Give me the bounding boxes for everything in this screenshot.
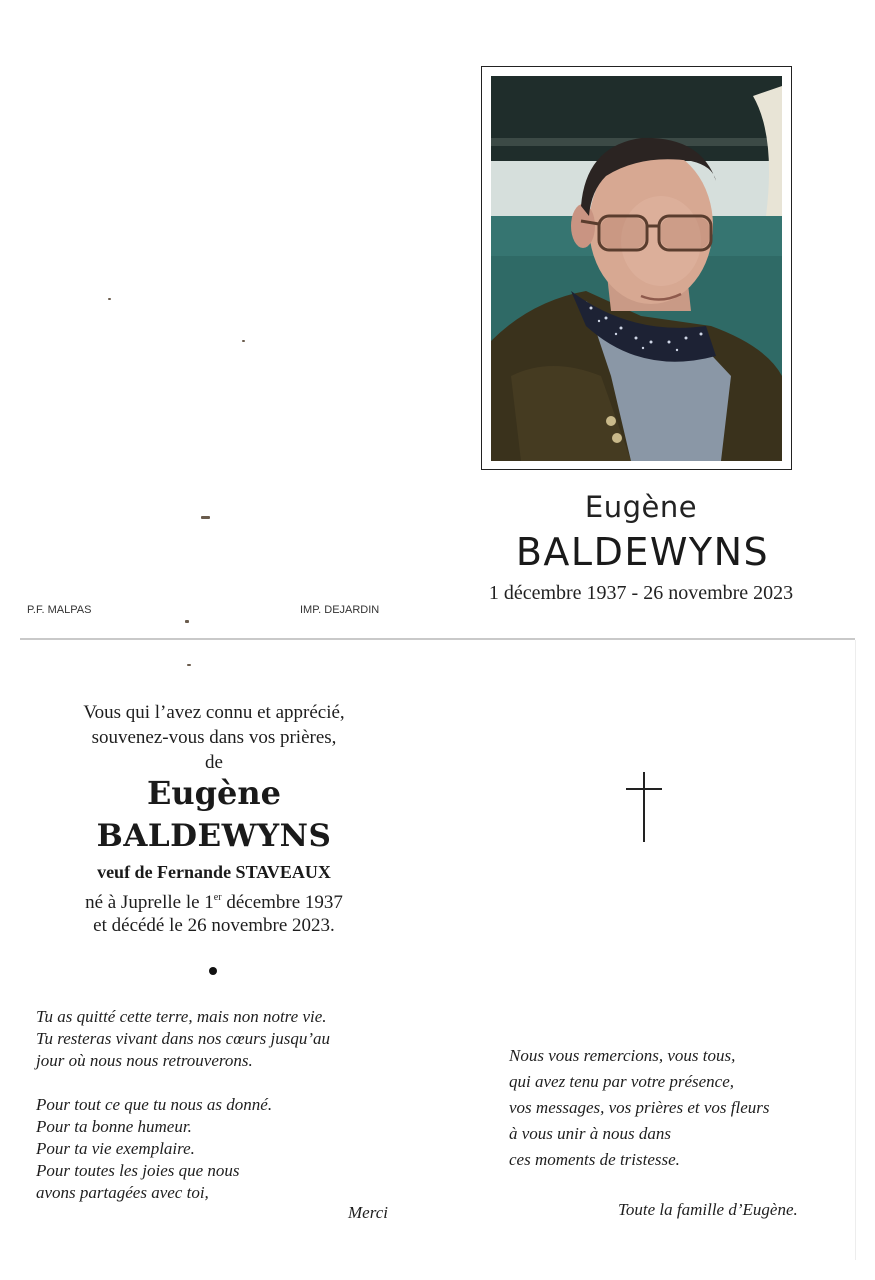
portrait-photo [491,76,782,461]
bullet-dot-icon [209,967,217,975]
thanks-text [509,1043,839,1173]
latin-cross-icon [626,772,662,842]
poem-line: jour où nous nous retrouverons. [36,1051,253,1070]
poem-stanza-2 [36,1094,396,1204]
scan-speck [187,664,191,666]
inner-last-name: BALDEWYNS [96,818,332,854]
poem-line: Pour ta vie exemplaire. [36,1139,195,1158]
scan-speck [242,340,245,342]
scan-speck [201,516,210,519]
thanks-line: vos messages, vos prières et vos fleurs [509,1098,770,1117]
widow-line: veuf de Fernande STAVEAUX [97,862,331,882]
poem-line: avons partagées avec toi, [36,1183,209,1202]
intro-line: de [205,752,223,773]
poem-line: Tu resteras vivant dans nos cœurs jusqu’au [36,1029,331,1048]
poem-line: Pour ta bonne humeur. [36,1117,192,1136]
birth-line: né à Juprelle le 1er décembre 1937 [85,892,343,913]
poem-stanza-1 [36,1006,396,1072]
printer-imprint: IMP. DEJARDIN [300,604,380,616]
front-first-name: Eugène [584,490,698,524]
poem-line: Pour toutes les joies que nous [36,1161,240,1180]
thanks-line: qui avez tenu par votre présence, [509,1072,735,1091]
thanks-line: ces moments de tristesse. [509,1150,680,1169]
thanks-line: à vous unir à nous dans [509,1124,671,1143]
fold-divider [20,638,855,640]
front-last-name: BALDEWYNS [515,530,770,574]
inner-first-name: Eugène [146,774,281,812]
page-edge [855,640,856,1260]
death-line: et décédé le 26 novembre 2023. [93,915,335,936]
scan-speck [108,298,111,300]
family-signature: Toute la famille d’Eugène. [618,1200,798,1219]
birth-death-text [40,886,388,937]
thanks-line: Nous vous remercions, vous tous, [509,1046,736,1065]
poem-line: Pour tout ce que tu nous as donné. [36,1095,273,1114]
poem-line: Tu as quitté cette terre, mais non notre vie. [36,1007,327,1026]
funeral-home-imprint: P.F. MALPAS [27,604,92,616]
intro-line: souvenez-vous dans vos prières, [91,727,337,748]
portrait-frame [481,66,792,470]
front-life-dates: 1 décembre 1937 - 26 novembre 2023 [488,582,794,604]
intro-text [40,700,388,775]
intro-line: Vous qui l’avez connu et apprécié, [83,702,345,723]
scan-speck [185,620,189,623]
merci-text: Merci [348,1203,388,1222]
